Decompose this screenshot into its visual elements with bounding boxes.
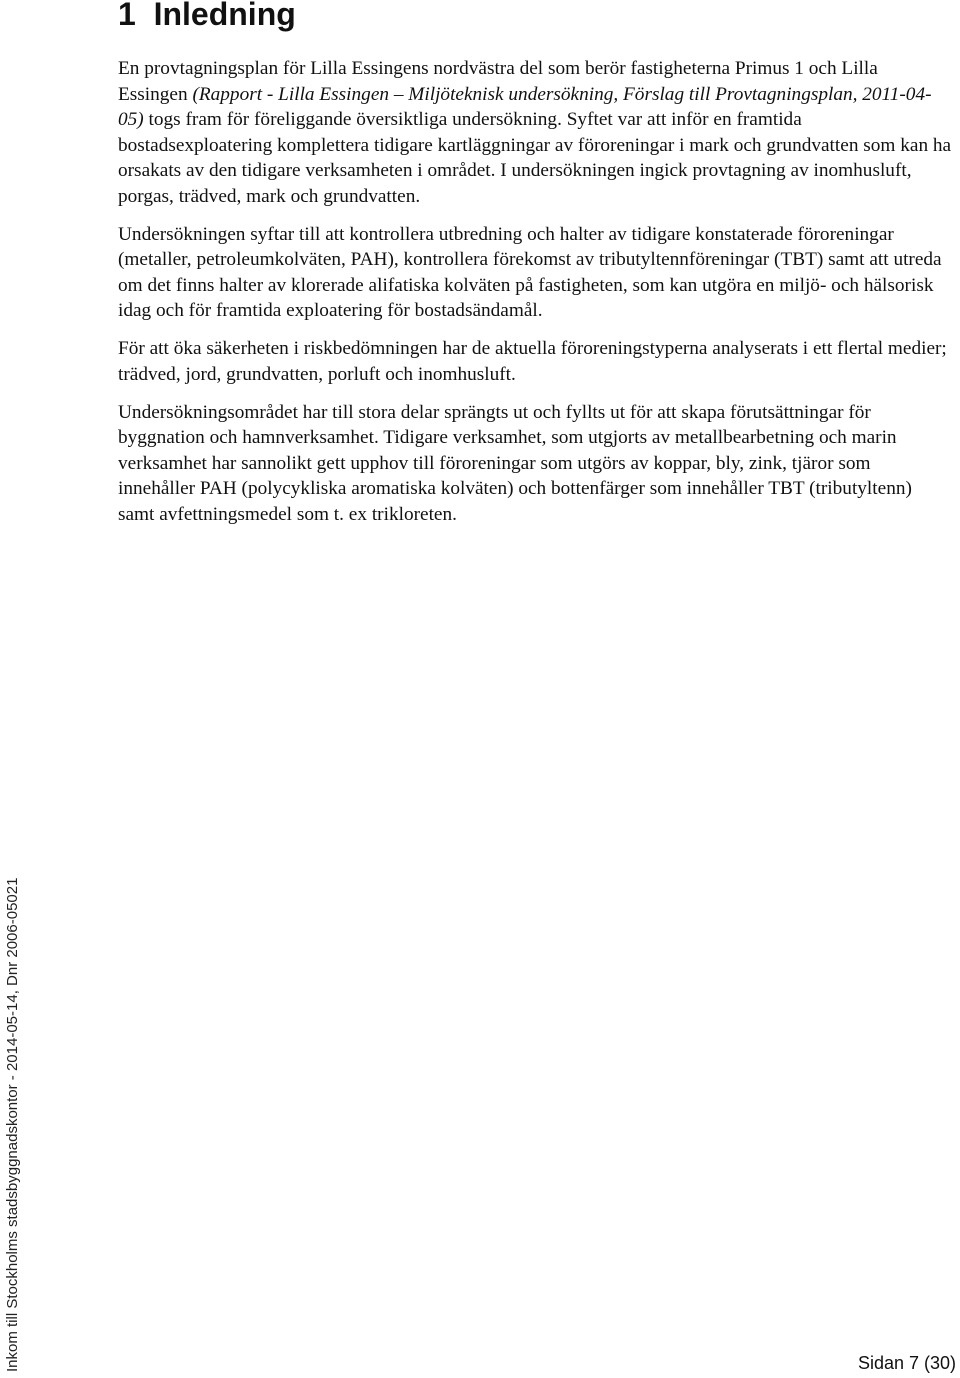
heading-title: Inledning [153, 0, 296, 32]
heading-number: 1 [118, 0, 136, 32]
received-stamp: Inkom till Stockholms stadsbyggnadskontor - 2014-05-14, Dnr 2006-05021 [3, 877, 21, 1372]
paragraph-intro-text: En provtagningsplan för Lilla Essingens nordvästra del som berör fastigheterna Primus 1 och Lilla Essingen [118, 58, 878, 105]
paragraph-intro-continuation: togs fram för föreliggande översiktliga undersökning. Syftet var att inför en framtida bostadsexploatering komplettera tidigare kartläggningar av föroreningar i mark och grundvatten som kan ha orsakats av den tidigare verksamheten i området. I undersökningen ingick provtagning av inomhusluft, porgas, trädved, mark och grundvatten. [118, 109, 952, 207]
body-text [118, 56, 952, 540]
page-number: Sidan 7 (30) [857, 1353, 956, 1373]
paragraph-purpose: Undersökningen syftar till att kontrollera utbredning och halter av tidigare konstaterade föroreningar (metaller, petroleumkolväten, PAH), kontrollera förekomst av tributyltennföreningar (TBT) samt att utreda om det finns halter av klorerade alifatiska kolväten på fastigheten, som kan utgöra en miljö- och hälsorisk idag och för framtida exploatering för bostadsändamål. [118, 223, 942, 321]
report-reference: (Rapport - Lilla Essingen – Miljöteknisk undersökning, Förslag till Provtagningsplan, 2011-04-05) [118, 83, 932, 130]
paragraph-intro [118, 56, 952, 209]
paragraph-media: För att öka säkerheten i riskbedömningen har de aktuella föroreningstyperna analyserats i ett flertal medier; trädved, jord, grundvatten, porluft och inomhusluft. [118, 338, 947, 385]
paragraph-area-history: Undersökningsområdet har till stora delar sprängts ut och fyllts ut för att skapa förutsättningar för byggnation och hamnverksamhet. Tidigare verksamhet, som utgjorts av metallbearbetning och marin verksamhet har sannolikt gett upphov till föroreningar som utgörs av koppar, bly, zink, tjäror som innehåller PAH (polycykliska aromatiska kolväten) och bottenfärger som innehåller TBT (tributyltenn) samt avfettningsmedel som t. ex trikloreten. [118, 401, 912, 525]
page-heading [118, 0, 296, 34]
